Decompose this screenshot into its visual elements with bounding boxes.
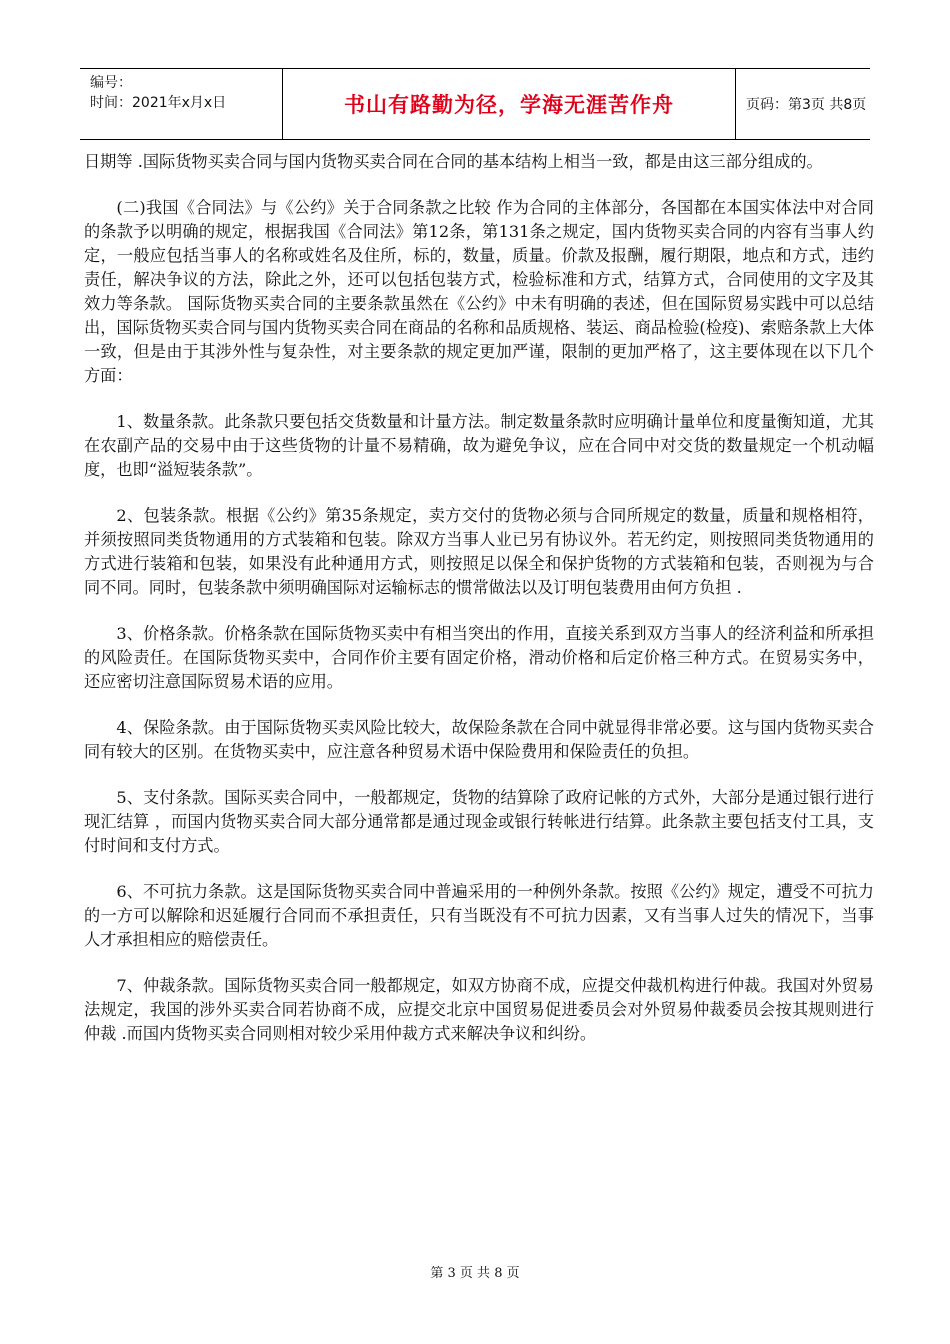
header-meta: [80, 69, 283, 139]
paragraph-payment-clause: 5、支付条款。国际买卖合同中，一般都规定，货物的结算除了政府记帐的方式外，大部分是通过银行进行现汇结算 ，而国内货物买卖合同大部分通常都是通过现金或银行转帐进行结算。此条款主要包括支付工具，支付时间和支付方式。: [84, 788, 874, 855]
header-page-number: 页码：第3页 共8页: [746, 97, 867, 113]
header-motto: 书山有路勤为径，学海无涯苦作舟: [283, 69, 736, 139]
document-body: [84, 150, 874, 1068]
paragraph-arbitration-clause: 7、仲裁条款。国际货物买卖合同一般都规定，如双方协商不成，应提交仲裁机构进行仲裁。我国对外贸易法规定，我国的涉外买卖合同若协商不成，应提交北京中国贸易促进委员会对外贸易仲裁委员会按其规则进行仲裁 .而国内货物买卖合同则相对较少采用仲裁方式来解决争议和纠纷。: [84, 976, 874, 1043]
paragraph-insurance-clause: 4、保险条款。由于国际货物买卖风险比较大，故保险条款在合同中就显得非常必要。这与国内货物买卖合同有较大的区别。在货物买卖中，应注意各种贸易术语中保险费用和保险责任的负担。: [84, 718, 874, 761]
document-date-label: 时间：2021年x月x日: [90, 95, 227, 111]
document-number-label: 编号：: [90, 75, 132, 91]
paragraph-comparison: (二)我国《合同法》与《公约》关于合同条款之比较 作为合同的主体部分，各国都在本国实体法中对合同的条款予以明确的规定，根据我国《合同法》第12条，第131条之规定，国内货物买卖合同的内容有当事人约定，一般应包括当事人的名称或姓名及住所，标的，数量，质量。价款及报酬，履行期限，地点和方式，违约责任，解决争议的方法，除此之外，还可以包括包装方式，检验标准和方式，结算方式，合同使用的文字及其效力等条款。 国际货物买卖合同的主要条款虽然在《公约》中未有明确的表述，但在国际贸易实践中可以总结出，国际货物买卖合同与国内货物买卖合同在商品的名称和品质规格、装运、商品检验(检疫)、索赔条款上大体一致，但是由于其涉外性与复杂性，对主要条款的规定更加严谨，限制的更加严格了，这主要体现在以下几个方面：: [84, 198, 874, 385]
paragraph-price-clause: 3、价格条款。价格条款在国际货物买卖中有相当突出的作用，直接关系到双方当事人的经济利益和所承担的风险责任。在国际货物买卖中，合同作价主要有固定价格，滑动价格和后定价格三种方式。在贸易实务中，还应密切注意国际贸易术语的应用。: [84, 624, 874, 691]
paragraph-force-majeure-clause: 6、不可抗力条款。这是国际货物买卖合同中普遍采用的一种例外条款。按照《公约》规定，遭受不可抗力的一方可以解除和迟延履行合同而不承担责任，只有当既没有不可抗力因素，又有当事人过失的情况下，当事人才承担相应的赔偿责任。: [84, 882, 874, 949]
paragraph-quantity-clause: 1、数量条款。此条款只要包括交货数量和计量方法。制定数量条款时应明确计量单位和度量衡知道，尤其在农副产品的交易中由于这些货物的计量不易精确，故为避免争议，应在合同中对交货的数量规定一个机动幅度，也即“溢短装条款”。: [84, 412, 874, 479]
paragraph-continuation: 日期等 .国际货物买卖合同与国内货物买卖合同在合同的基本结构上相当一致，都是由这三部分组成的。: [84, 152, 823, 171]
paragraph-packing-clause: 2、包装条款。根据《公约》第35条规定，卖方交付的货物必须与合同所规定的数量，质量和规格相符，并须按照同类货物通用的方式装箱和包装。除双方当事人业已另有协议外。若无约定，则按照同类货物通用的方式进行装箱和包装，如果没有此种通用方式，则按照足以保全和保护货物的方式装箱和包装，否则视为与合同不同。同时，包装条款中须明确国际对运输标志的惯常做法以及订明包装费用由何方负担 .: [84, 506, 874, 597]
page-header: [80, 68, 870, 140]
page-footer: 第 3 页 共 8 页: [430, 1266, 520, 1281]
